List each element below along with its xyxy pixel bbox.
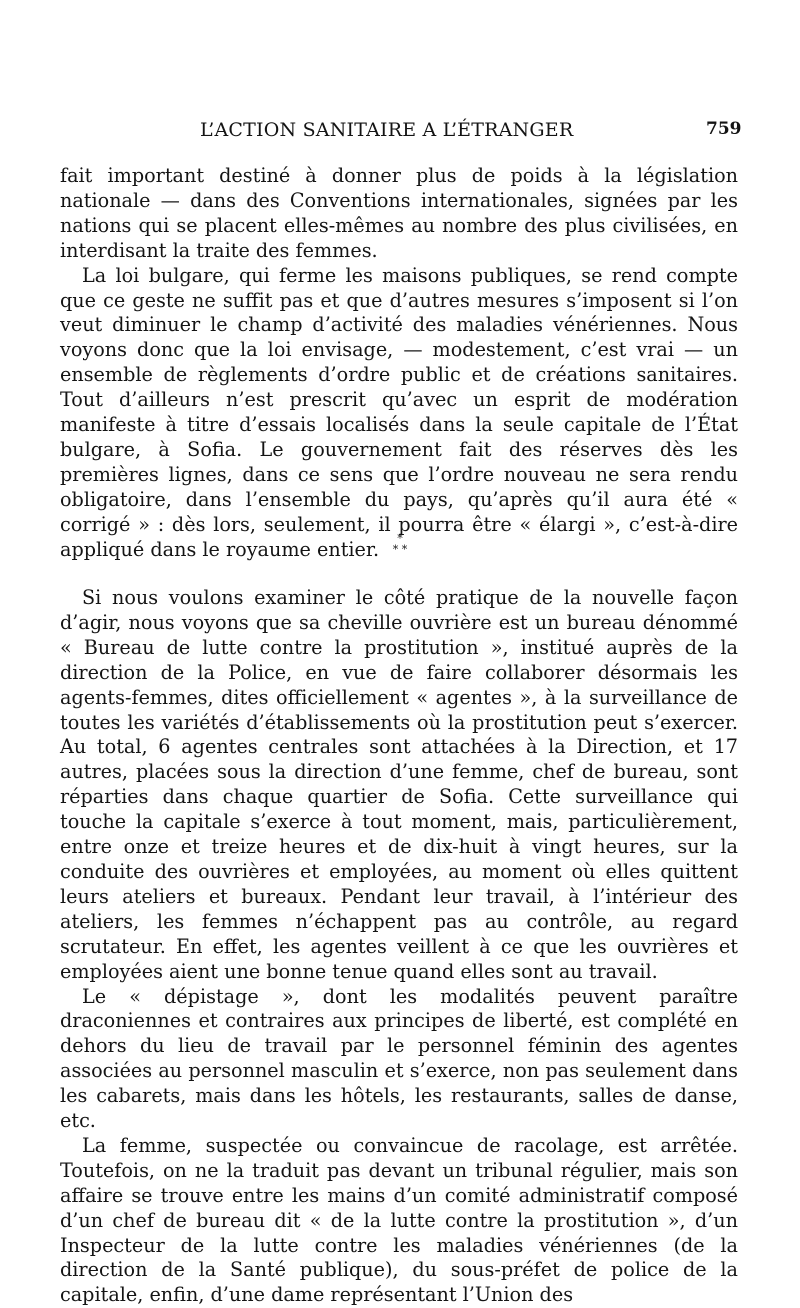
page-number: 759 (706, 119, 742, 139)
paragraph: La femme, suspectée ou convaincue de racolage, est arrêtée. Toutefois, on ne la traduit pas devant un tribunal régulier, mais son affaire se trouve entre les mains d’un comité administratif composé d’un chef de bureau dit « de la lutte contre la prostitution », d’un Inspecteur de la lutte contre les maladies vénériennes (de la direction de la Santé publique), du sous-préfet de police de la capitale, enfin, d’une dame représentant l’Union des (60, 1133, 738, 1307)
paragraph: Le « dépistage », dont les modalités peuvent paraître draconiennes et contraires aux principes de liberté, est complété en dehors du lieu de travail par le personnel féminin des agentes associées au personnel masculin et s’exerce, non pas seulement dans les cabarets, mais dans les hôtels, les restaurants, salles de danse, etc. (60, 984, 738, 1133)
paragraph: La loi bulgare, qui ferme les maisons publiques, se rend compte que ce geste ne suffit pas et que d’autres mesures s’imposent si l’on veut diminuer le champ d’activité des maladies vénériennes. Nous voyons donc que la loi envisage, — modestement, c’est vrai — un ensemble de règlements d’ordre public et de créations sanitaires. Tout d’ailleurs n’est prescrit qu’avec un esprit de modération manifeste à titre d’essais localisés dans la seule capitale de l’État bulgare, à Sofia. Le gouvernement fait des réserves dès les premières lignes, dans ce sens que l’ordre nouveau ne sera rendu obligatoire, dans l’ensemble du pays, qu’après qu’il aura été « corrigé » : dès lors, seulement, il pourra être « élargi », c’est-à-dire appliqué dans le royaume entier. (60, 263, 738, 561)
paragraph: Si nous voulons examiner le côté pratique de la nouvelle façon d’agir, nous voyons que sa cheville ouvrière est un bureau dénommé « Bureau de lutte contre la prostitution », institué auprès de la direction de la Police, en vue de faire collaborer désormais les agents-femmes, dites officiellement « agentes », à la surveillance de toutes les variétés d’établissements où la prostitution peut s’exercer. Au total, 6 agentes centrales sont attachées à la Direction, et 17 autres, placées sous la direction d’une femme, chef de bureau, sont réparties dans chaque quartier de Sofia. Cette surveillance qui touche la capitale s’exerce à tout moment, mais, particulièrement, entre onze et treize heures et de dix-huit à vingt heures, sur la conduite des ouvrières et employées, au moment où elles quittent leurs ateliers et bureaux. Pendant leur travail, à l’intérieur des ateliers, les femmes n’échappent pas au contrôle, au regard scrutateur. En effet, les agentes veillent à ce que les ouvrières et employées aient une bonne tenue quand elles sont au travail. (60, 586, 738, 983)
asterism-glyphs: * * * (392, 532, 408, 556)
text-block-before-asterism (60, 164, 738, 563)
section-asterism (380, 533, 420, 555)
running-title: L’ACTION SANITAIRE A L’ÉTRANGER (200, 119, 574, 141)
text-block-after-asterism (60, 586, 738, 1308)
paragraph: fait important destiné à donner plus de poids à la législation nationale — dans des Conventions internationales, signées par les nations qui se placent elles-mêmes au nombre des plus civilisées, en interdisant la traite des femmes. (60, 164, 738, 262)
